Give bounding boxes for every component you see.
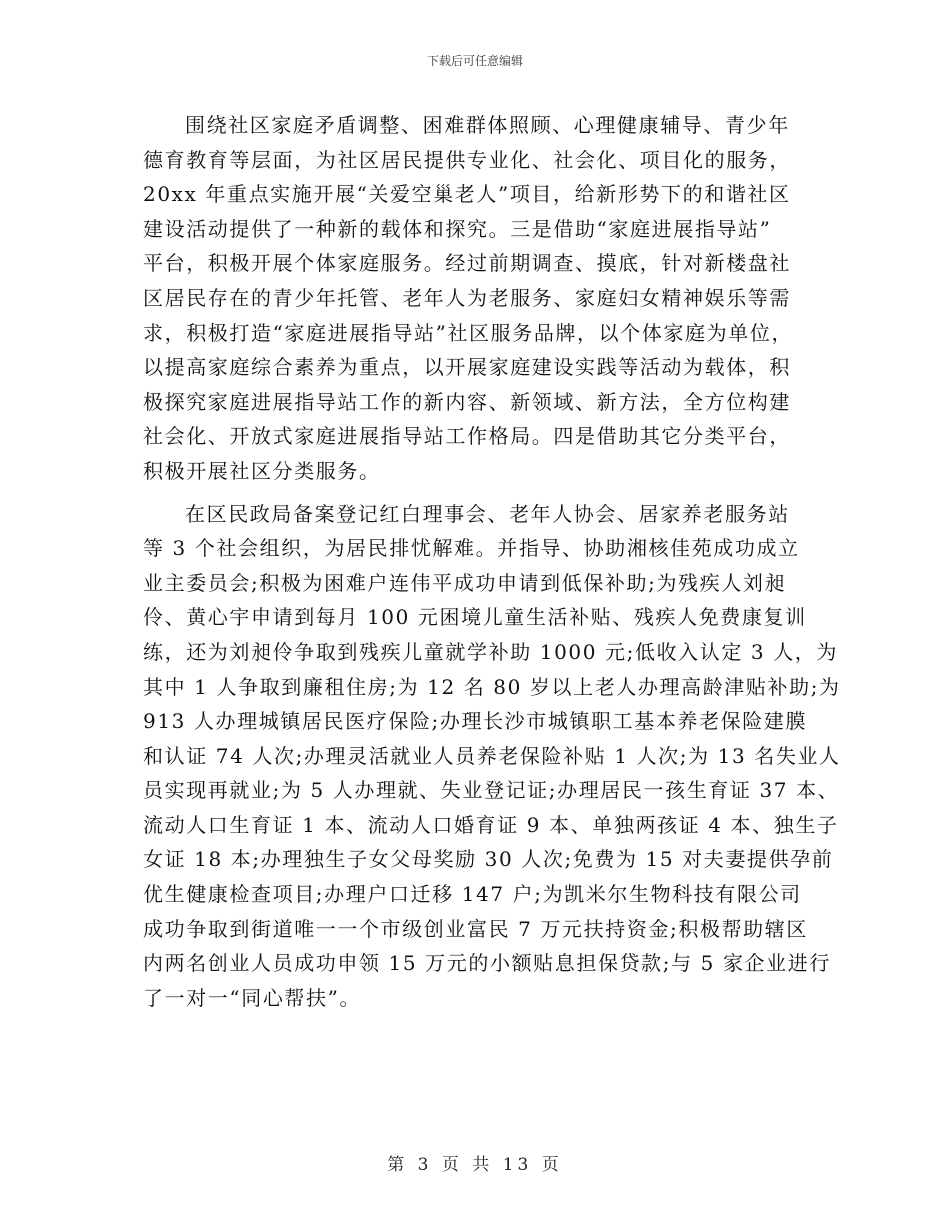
paragraph-line: 建设活动提供了一种新的载体和探究。三是借助“家庭进展指导站” bbox=[143, 216, 772, 241]
paragraph-line: 等 3 个社会组织，为居民排忧解难。并指导、协助湘核佳苑成功成立 bbox=[143, 536, 800, 561]
paragraph-line: 员实现再就业;为 5 人办理就、失业登记证;办理居民一孩生育证 37 本、 bbox=[143, 778, 840, 803]
paragraph-line: 优生健康检查项目;办理户口迁移 147 户;为凯米尔生物科技有限公司 bbox=[143, 882, 802, 907]
paragraph-line: 913 人办理城镇居民医疗保险;办理长沙市城镇职工基本养老保险建膜 bbox=[143, 709, 808, 734]
paragraph-line: 流动人口生育证 1 本、流动人口婚育证 9 本、单独两孩证 4 本、独生子 bbox=[143, 812, 839, 837]
paragraph-line: 业主委员会;积极为困难户连伟平成功申请到低保补助;为残疾人刘昶 bbox=[143, 570, 787, 595]
paragraph-gap bbox=[143, 489, 811, 497]
paragraph-line: 极探究家庭进展指导站工作的新内容、新领域、新方法，全方位构建 bbox=[143, 389, 791, 414]
paragraph-2 bbox=[143, 497, 841, 1016]
document-body bbox=[143, 108, 841, 1015]
paragraph-line: 成功争取到街道唯一一个市级创业富民 7 万元扶持资金;积极帮助辖区 bbox=[143, 916, 808, 941]
page-number: 第 3 页 共 13 页 bbox=[387, 1155, 563, 1175]
paragraph-line: 在区民政局备案登记红白理事会、老年人协会、居家养老服务站 bbox=[185, 501, 790, 526]
paragraph-line: 和认证 74 人次;办理灵活就业人员养老保险补贴 1 人次;为 13 名失业人 bbox=[143, 743, 841, 768]
paragraph-line: 求，积极打造“家庭进展指导站”社区服务品牌，以个体家庭为单位， bbox=[143, 320, 794, 345]
paragraph-line: 围绕社区家庭矛盾调整、困难群体照顾、心理健康辅导、青少年 bbox=[185, 113, 790, 137]
paragraph-line: 以提高家庭综合素养为重点，以开展家庭建设实践等活动为载体，积 bbox=[143, 355, 791, 380]
paragraph-line: 德育教育等层面，为社区居民提供专业化、社会化、项目化的服务， bbox=[143, 147, 791, 172]
paragraph-line: 女证 18 本;办理独生子女父母奖励 30 人次;免费为 15 对夫妻提供孕前 bbox=[143, 847, 834, 872]
paragraph-line: 社会化、开放式家庭进展指导站工作格局。四是借助其它分类平台， bbox=[143, 424, 791, 449]
paragraph-line: 积极开展社区分类服务。 bbox=[143, 458, 381, 483]
paragraph-line: 了一对一“同心帮扶”。 bbox=[143, 985, 362, 1010]
paragraph-line: 伶、黄心宇申请到每月 100 元困境儿童生活补贴、残疾人免费康复训 bbox=[143, 605, 807, 630]
paragraph-line: 其中 1 人争取到廉租住房;为 12 名 80 岁以上老人办理高龄津贴补助;为 bbox=[143, 674, 841, 699]
page-header: 下载后可任意编辑 bbox=[426, 54, 523, 68]
paragraph-line: 练，还为刘昶伶争取到残疾儿童就学补助 1000 元;低收入认定 3 人，为 bbox=[143, 639, 838, 664]
paragraph-line: 区居民存在的青少年托管、老年人为老服务、家庭妇女精神娱乐等需 bbox=[143, 285, 791, 310]
paragraph-line: 内两名创业人员成功申领 15 万元的小额贴息担保贷款;与 5 家企业进行 bbox=[143, 951, 831, 976]
paragraph-1 bbox=[143, 108, 811, 489]
paragraph-line: 20xx 年重点实施开展“关爱空巢老人”项目，给新形势下的和谐社区 bbox=[143, 182, 791, 207]
paragraph-line: 平台，积极开展个体家庭服务。经过前期调查、摸底，针对新楼盘社 bbox=[143, 251, 791, 276]
